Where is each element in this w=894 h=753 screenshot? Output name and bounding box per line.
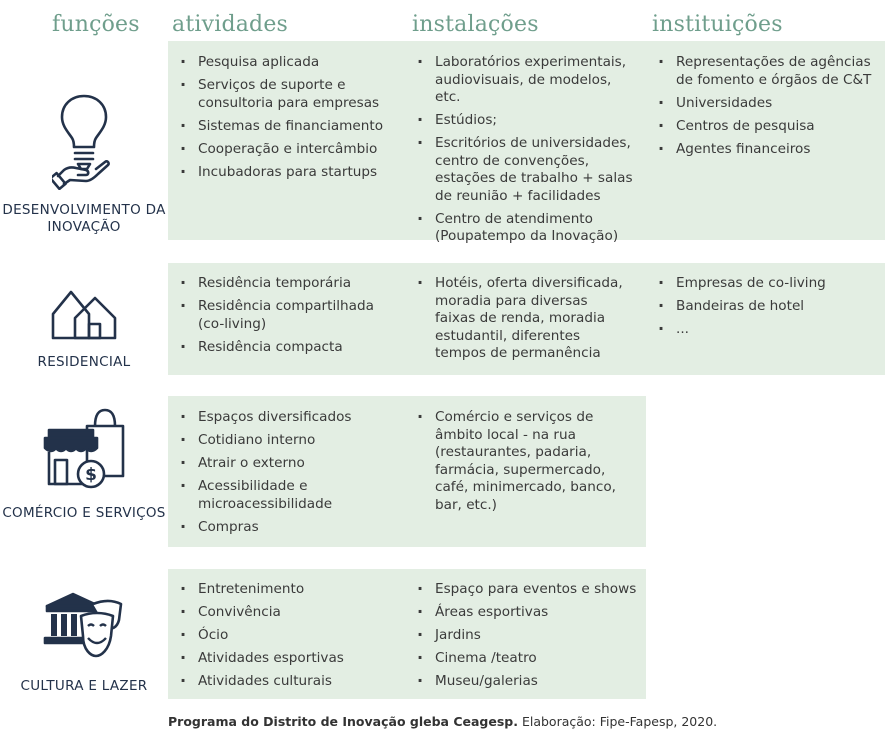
header-atividades: atividades [172, 12, 289, 37]
list-item: · Cotidiano interno [178, 432, 403, 450]
instituicoes-inovacao [656, 54, 881, 164]
list-item: · Residência temporária [178, 275, 403, 293]
list-item: · Estúdios; [415, 112, 637, 130]
list-item: · Convivência [178, 604, 403, 622]
instalacoes-cultura [415, 581, 640, 696]
funcao-residencial [0, 286, 168, 371]
list-item: · Serviços de suporte e consultoria para empresas [178, 77, 403, 112]
funcao-label: RESIDENCIAL [37, 354, 131, 370]
instalacoes-residencial [415, 275, 630, 368]
list-item: · Espaços diversificados [178, 409, 403, 427]
instituicoes-residencial [656, 275, 881, 344]
list-item: · Escritórios de universidades, centro de convenções, estações de trabalho + salas de reunião + facilidades [415, 135, 637, 205]
list-item: · Residência compartilhada (co-living) [178, 298, 403, 333]
atividades-comercio [178, 409, 403, 542]
list-item: · Museu/galerias [415, 673, 640, 691]
list-item: · Atividades esportivas [178, 650, 403, 668]
funcao-label: COMÉRCIO E SERVIÇOS [2, 505, 166, 521]
caption-source: Programa do Distrito de Inovação gleba Ceagesp. [168, 714, 518, 729]
list-item: · Hotéis, oferta diversificada, moradia para diversas faixas de renda, moradia estudantil, diferentes tempos de permanência [415, 275, 630, 363]
funcao-label: DESENVOLVIMENTO DA INOVAÇÃO [2, 202, 166, 235]
atividades-residencial [178, 275, 403, 362]
list-item: · Bandeiras de hotel [656, 298, 881, 316]
list-item: · Agentes financeiros [656, 141, 881, 159]
list-item: · Residência compacta [178, 339, 403, 357]
museum-masks-icon [43, 590, 125, 664]
list-item: · Empresas de co-living [656, 275, 881, 293]
list-item: · Representações de agências de fomento e órgãos de C&T [656, 54, 881, 89]
list-item: · Universidades [656, 95, 881, 113]
houses-icon [49, 286, 119, 342]
list-item: · Centro de atendimento (Poupatempo da Inovação) [415, 211, 637, 246]
list-item: · Espaço para eventos e shows [415, 581, 640, 599]
list-item: · Cinema /teatro [415, 650, 640, 668]
header-funcoes: funções [52, 12, 140, 37]
list-item: · Pesquisa aplicada [178, 54, 403, 72]
funcao-desenvolvimento-inovacao [0, 92, 168, 236]
list-item: · Atrair o externo [178, 455, 403, 473]
list-item: · Ócio [178, 627, 403, 645]
instalacoes-inovacao [415, 54, 637, 251]
funcao-label: CULTURA E LAZER [20, 678, 148, 694]
list-item: · Comércio e serviços de âmbito local - na rua (restaurantes, padaria, farmácia, supermercado, café, minimercado, banco, bar, etc.) [415, 409, 640, 514]
svg-text:$: $ [85, 465, 97, 485]
store-money-icon [41, 408, 127, 494]
lightbulb-hand-icon [52, 92, 116, 190]
list-item: · Incubadoras para startups [178, 164, 403, 182]
header-instituicoes: instituições [652, 12, 783, 37]
list-item: · ... [656, 321, 881, 339]
atividades-inovacao [178, 54, 403, 187]
list-item: · Jardins [415, 627, 640, 645]
funcao-cultura-lazer [0, 590, 168, 695]
list-item: · Entretenimento [178, 581, 403, 599]
list-item: · Sistemas de financiamento [178, 118, 403, 136]
funcao-comercio-servicos [0, 408, 168, 522]
instalacoes-comercio [415, 409, 640, 520]
atividades-cultura [178, 581, 403, 696]
list-item: · Centros de pesquisa [656, 118, 881, 136]
caption-credit: Elaboração: Fipe-Fapesp, 2020. [517, 714, 718, 729]
list-item: · Atividades culturais [178, 673, 403, 691]
list-item: · Acessibilidade e microacessibilidade [178, 478, 403, 513]
list-item: · Cooperação e intercâmbio [178, 141, 403, 159]
list-item: · Laboratórios experimentais, audiovisuais, de modelos, etc. [415, 54, 637, 107]
header-instalacoes: instalações [412, 12, 539, 37]
list-item: · Compras [178, 519, 403, 537]
figure-caption [168, 714, 717, 729]
list-item: · Áreas esportivas [415, 604, 640, 622]
